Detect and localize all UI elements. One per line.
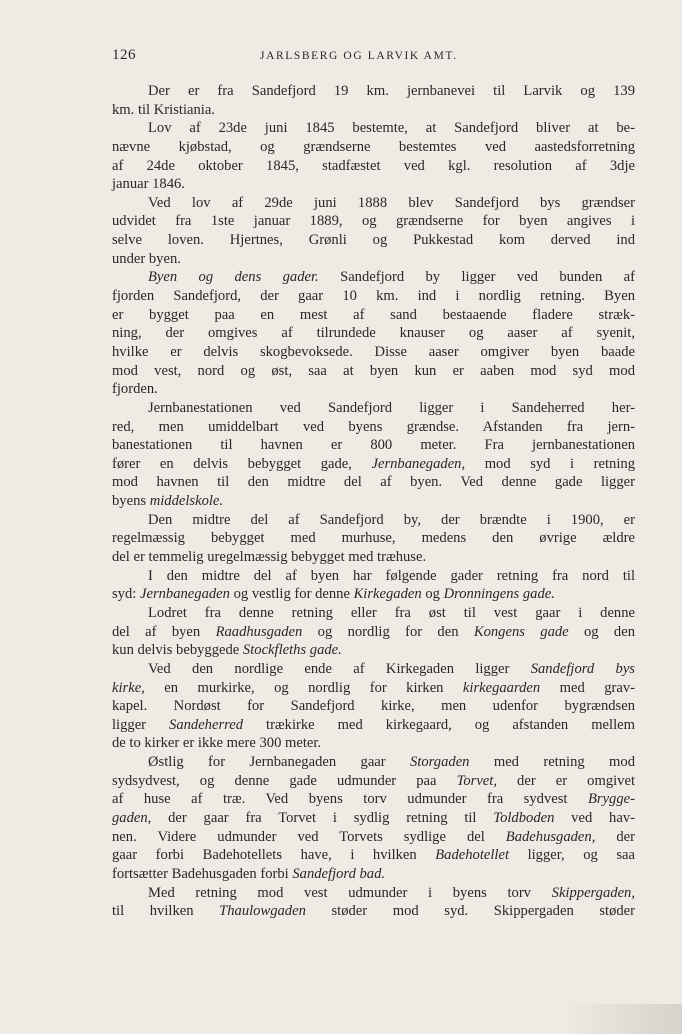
text-segment: der gaar fra Torvet i sydlig retning til xyxy=(151,809,494,826)
text-segment: udvidet fra 1ste januar 1889, og grændserne for byen angives i xyxy=(112,213,635,230)
italic-term: Torvet, xyxy=(456,772,497,789)
text-segment: og nordlig for den xyxy=(302,623,474,640)
text-segment: mod syd i retning xyxy=(465,455,635,472)
italic-term: Kongens gade xyxy=(473,623,569,640)
text-line xyxy=(112,585,635,604)
text-segment: og vestlig for denne xyxy=(229,586,354,603)
text-segment: del af byen xyxy=(112,623,216,640)
text-line xyxy=(112,716,635,735)
italic-term: kirke, xyxy=(112,679,145,696)
italic-term: gaden, xyxy=(112,809,152,826)
text-segment: der er omgivet xyxy=(496,772,636,789)
text-line xyxy=(112,175,635,194)
text-segment: regelmæssig bebygget med murhuse, medens den øvrige ældre xyxy=(112,530,635,547)
italic-term: Brygge- xyxy=(587,791,635,808)
text-segment: Lodret fra denne retning eller fra øst til vest gaar i denne xyxy=(148,604,635,621)
text-line xyxy=(112,119,635,138)
text-segment: er bygget paa en mest af sand bestaaende fladere stræk- xyxy=(112,306,635,323)
text-segment: fortsætter Badehusgaden forbi xyxy=(112,865,293,882)
text-line xyxy=(112,623,635,642)
italic-term: Thaulowgaden xyxy=(219,903,306,920)
text-line xyxy=(112,231,635,250)
page-number: 126 xyxy=(112,47,136,63)
text-line xyxy=(112,380,635,399)
text-segment: km. til Kristiania. xyxy=(112,101,215,118)
text-line xyxy=(112,790,635,809)
italic-term: Badehusgaden, xyxy=(505,828,596,845)
text-segment: syd: xyxy=(112,586,140,603)
text-segment: med retning mod xyxy=(469,754,635,771)
text-segment: trækirke med kirkegaard, og afstanden mellem xyxy=(243,716,635,733)
italic-term: Skippergaden, xyxy=(551,884,635,901)
text-line xyxy=(112,436,635,455)
text-line xyxy=(112,865,635,884)
text-line xyxy=(112,902,635,921)
text-line xyxy=(112,101,635,120)
text-segment: fjorden. xyxy=(112,381,158,398)
text-line xyxy=(112,772,635,791)
text-segment: der xyxy=(595,828,635,845)
text-line xyxy=(112,492,635,511)
text-line xyxy=(112,567,635,586)
text-segment: I den midtre del af byen har følgende gader retning fra nord til xyxy=(148,567,635,584)
italic-term: Jernbanegaden, xyxy=(371,455,466,472)
text-line xyxy=(112,473,635,492)
italic-term: Raadhusgaden xyxy=(215,623,303,640)
text-line xyxy=(112,734,635,753)
text-segment: og xyxy=(421,586,444,603)
text-segment: til hvilken xyxy=(112,903,220,920)
text-line xyxy=(112,753,635,772)
text-segment: nen. Videre udmunder ved Torvets sydlige del xyxy=(112,828,506,845)
text-line xyxy=(112,250,635,269)
text-line xyxy=(112,548,635,567)
text-line xyxy=(112,343,635,362)
page-header xyxy=(112,47,632,67)
text-segment: Lov af 23de juni 1845 bestemte, at Sandefjord bliver at be- xyxy=(148,120,635,137)
text-segment: Den midtre del af Sandefjord by, der brændte i 1900, er xyxy=(148,511,635,528)
text-segment: selve loven. Hjertnes, Grønli og Pukkestad kom derved ind xyxy=(112,232,635,249)
text-line xyxy=(112,268,635,287)
text-line xyxy=(112,641,635,660)
text-line xyxy=(112,846,635,865)
text-segment: en murkirke, og nordlig for kirken xyxy=(144,679,463,696)
text-segment: Ved den nordlige ende af Kirkegaden ligger xyxy=(148,660,531,677)
text-segment: Ved lov af 29de juni 1888 blev Sandefjord bys grændser xyxy=(148,194,635,211)
text-segment: støder mod syd. Skippergaden støder xyxy=(305,903,635,920)
text-segment: fjorden Sandefjord, der gaar 10 km. ind i nordlig retning. Byen xyxy=(112,288,635,305)
text-segment: af huse af træ. Ved byens torv udmunder fra sydvest xyxy=(112,791,588,808)
text-segment: ved hav- xyxy=(554,809,635,826)
running-title: JARLSBERG OG LARVIK AMT. xyxy=(260,50,458,62)
text-line xyxy=(112,660,635,679)
text-segment: kapel. Nordøst for Sandefjord kirke, men udenfor bygrændsen xyxy=(112,698,635,715)
text-segment: gaar forbi Badehotellets have, i hvilken xyxy=(112,847,436,864)
text-segment: fører en delvis bebygget gade, xyxy=(112,455,372,472)
text-segment: med grav- xyxy=(540,679,635,696)
text-segment: ligger xyxy=(112,716,170,733)
text-line xyxy=(112,884,635,903)
text-segment: Der er fra Sandefjord 19 km. jernbanevei til Larvik og 139 xyxy=(148,83,635,99)
text-line xyxy=(112,287,635,306)
text-segment: af 24de oktober 1845, stadfæstet ved kgl. resolution af 3dje xyxy=(112,157,635,174)
text-segment: ligger, og saa xyxy=(509,847,636,864)
italic-term: Jernbanegaden xyxy=(139,586,230,603)
italic-term: Badehotellet xyxy=(435,847,510,864)
text-line xyxy=(112,529,635,548)
text-line xyxy=(112,306,635,325)
text-line xyxy=(112,455,635,474)
text-segment: mod vest, nord og øst, saa at byen kun er aaben mod syd mod xyxy=(112,362,635,379)
text-segment: red, men umiddelbart ved byens grændse. Afstanden fra jern- xyxy=(112,418,635,435)
italic-term: Storgaden xyxy=(410,754,470,771)
text-line xyxy=(112,362,635,381)
text-segment: nævne kjøbstad, og grændserne bestemtes ved aastedsforretning xyxy=(112,138,635,155)
body-text xyxy=(112,82,635,921)
text-segment: Med retning mod vest udmunder i byens torv xyxy=(148,884,552,901)
text-segment: del er temmelig uregelmæssig bebygget med træhuse. xyxy=(112,549,427,566)
text-segment: banestationen til havnen er 800 meter. Fra jernbanestationen xyxy=(112,437,635,454)
text-segment: Østlig for Jernbanegaden gaar xyxy=(148,754,411,771)
text-segment: Jernbanestationen ved Sandefjord ligger i Sandeherred her- xyxy=(148,399,635,416)
text-segment: Sandefjord by ligger ved bunden af xyxy=(318,269,635,286)
italic-term: Byen og dens gader. xyxy=(148,269,319,286)
italic-term: Sandefjord bad. xyxy=(292,865,386,882)
text-segment: under byen. xyxy=(112,250,181,267)
italic-term: Stockfleths gade. xyxy=(242,642,342,659)
text-segment: ning, der omgives af tilrundede knauser og aaser af syenit, xyxy=(112,325,635,342)
text-segment: kun delvis bebyggede xyxy=(112,642,243,659)
text-line xyxy=(112,212,635,231)
italic-term: middelskole. xyxy=(149,493,224,510)
text-line xyxy=(112,828,635,847)
text-line xyxy=(112,604,635,623)
text-line xyxy=(112,809,635,828)
text-line xyxy=(112,399,635,418)
text-segment: de to kirker er ikke mere 300 meter. xyxy=(112,735,322,752)
text-line xyxy=(112,324,635,343)
text-line xyxy=(112,418,635,437)
text-line xyxy=(112,82,635,101)
italic-term: Sandefjord bys xyxy=(530,660,635,677)
italic-term: Dronningens gade. xyxy=(443,586,555,603)
italic-term: Toldboden xyxy=(493,809,555,826)
text-segment: sydsydvest, og denne gade udmunder paa xyxy=(112,772,457,789)
text-segment: og den xyxy=(568,623,635,640)
italic-term: Sandeherred xyxy=(169,716,244,733)
text-line xyxy=(112,697,635,716)
page-edge-shadow xyxy=(562,1004,682,1034)
text-line xyxy=(112,157,635,176)
text-line xyxy=(112,138,635,157)
italic-term: Kirkegaden xyxy=(353,586,422,603)
text-segment: byens xyxy=(112,493,150,510)
text-segment: mod havnen til den midtre del af byen. Ved denne gade ligger xyxy=(112,474,635,491)
text-segment: hvilke er delvis skogbevoksede. Disse aaser omgiver byen baade xyxy=(112,343,635,360)
italic-term: kirkegaarden xyxy=(462,679,541,696)
text-line xyxy=(112,679,635,698)
text-segment: januar 1846. xyxy=(112,176,185,193)
text-line xyxy=(112,511,635,530)
text-line xyxy=(112,194,635,213)
